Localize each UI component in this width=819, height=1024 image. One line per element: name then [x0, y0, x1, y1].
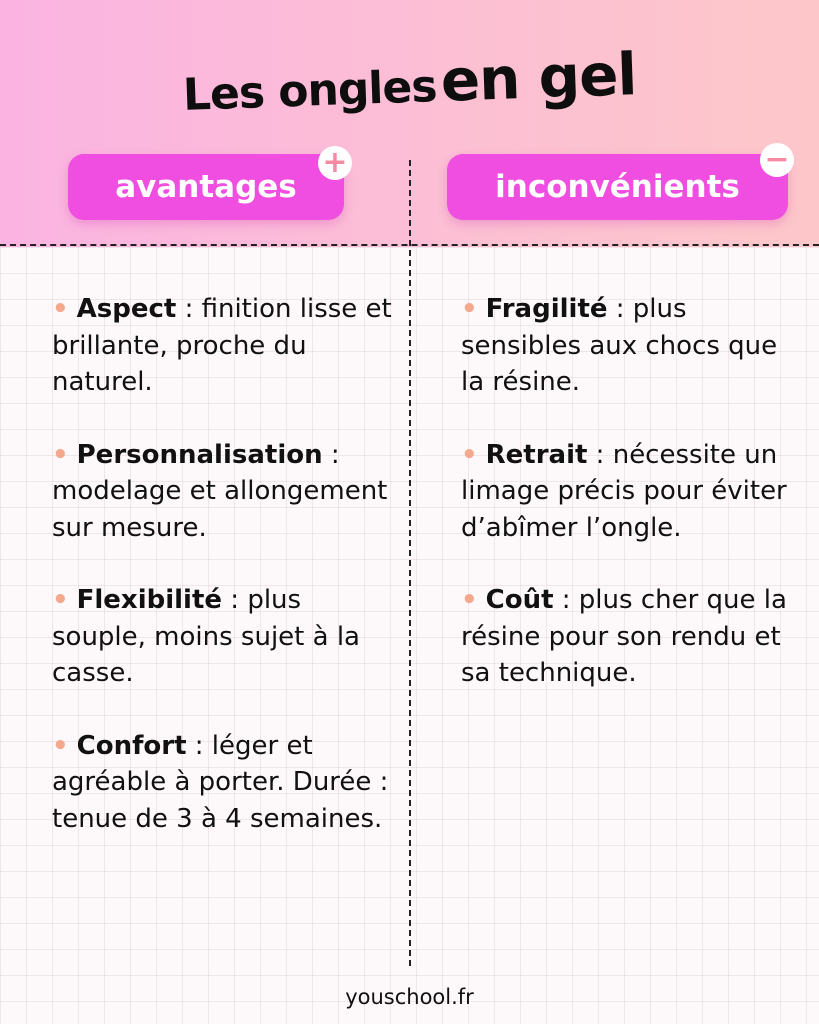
- column-divider: [409, 160, 411, 966]
- list-item-aspect: [52, 291, 397, 401]
- bullet-icon: •: [52, 730, 69, 761]
- disadvantages-list: [461, 291, 791, 728]
- minus-icon: −: [760, 143, 794, 177]
- advantages-label: avantages: [115, 169, 297, 205]
- bullet-icon: •: [461, 294, 478, 324]
- item-text: : léger et agréable à porter. Durée : tenue de 3 à 4 semaines.: [52, 730, 389, 834]
- item-term: Retrait: [485, 439, 588, 470]
- advantages-header: [68, 154, 344, 220]
- item-text: : plus souple, moins sujet à la casse.: [52, 585, 360, 688]
- plus-icon: +: [318, 146, 352, 180]
- item-term: Personnalisation: [76, 439, 323, 470]
- list-item-confort: [52, 728, 397, 838]
- disadvantages-label: inconvénients: [495, 169, 740, 205]
- bullet-icon: •: [52, 585, 69, 615]
- item-term: Flexibilité: [76, 585, 223, 615]
- footer-site-name: youschool.fr: [345, 985, 474, 1009]
- list-item-cout: [461, 582, 791, 692]
- item-text: : modelage et allongement sur mesure.: [52, 439, 388, 543]
- item-term: Confort: [76, 730, 187, 761]
- title-part-1: Les ongles: [182, 61, 438, 121]
- item-text: : plus cher que la résine pour son rendu et sa technique.: [461, 585, 787, 688]
- list-item-flexibilite: [52, 582, 397, 692]
- item-term: Aspect: [76, 294, 177, 324]
- disadvantages-header: [447, 154, 788, 220]
- item-term: Coût: [485, 585, 554, 615]
- advantages-list: [52, 291, 397, 873]
- list-item-fragilite: [461, 291, 791, 401]
- title-part-2: en gel: [439, 40, 638, 115]
- item-text: : finition lisse et brillante, proche du naturel.: [52, 294, 392, 397]
- item-term: Fragilité: [485, 294, 608, 324]
- item-text: : nécessite un limage précis pour éviter d’abîmer l’ongle.: [461, 439, 787, 543]
- bullet-icon: •: [52, 294, 69, 324]
- list-item-personnalisation: [52, 437, 397, 547]
- bullet-icon: •: [461, 439, 478, 470]
- list-item-retrait: [461, 437, 791, 547]
- bullet-icon: •: [461, 585, 478, 615]
- item-text: : plus sensibles aux chocs que la résine.: [461, 294, 778, 397]
- bullet-icon: •: [52, 439, 69, 470]
